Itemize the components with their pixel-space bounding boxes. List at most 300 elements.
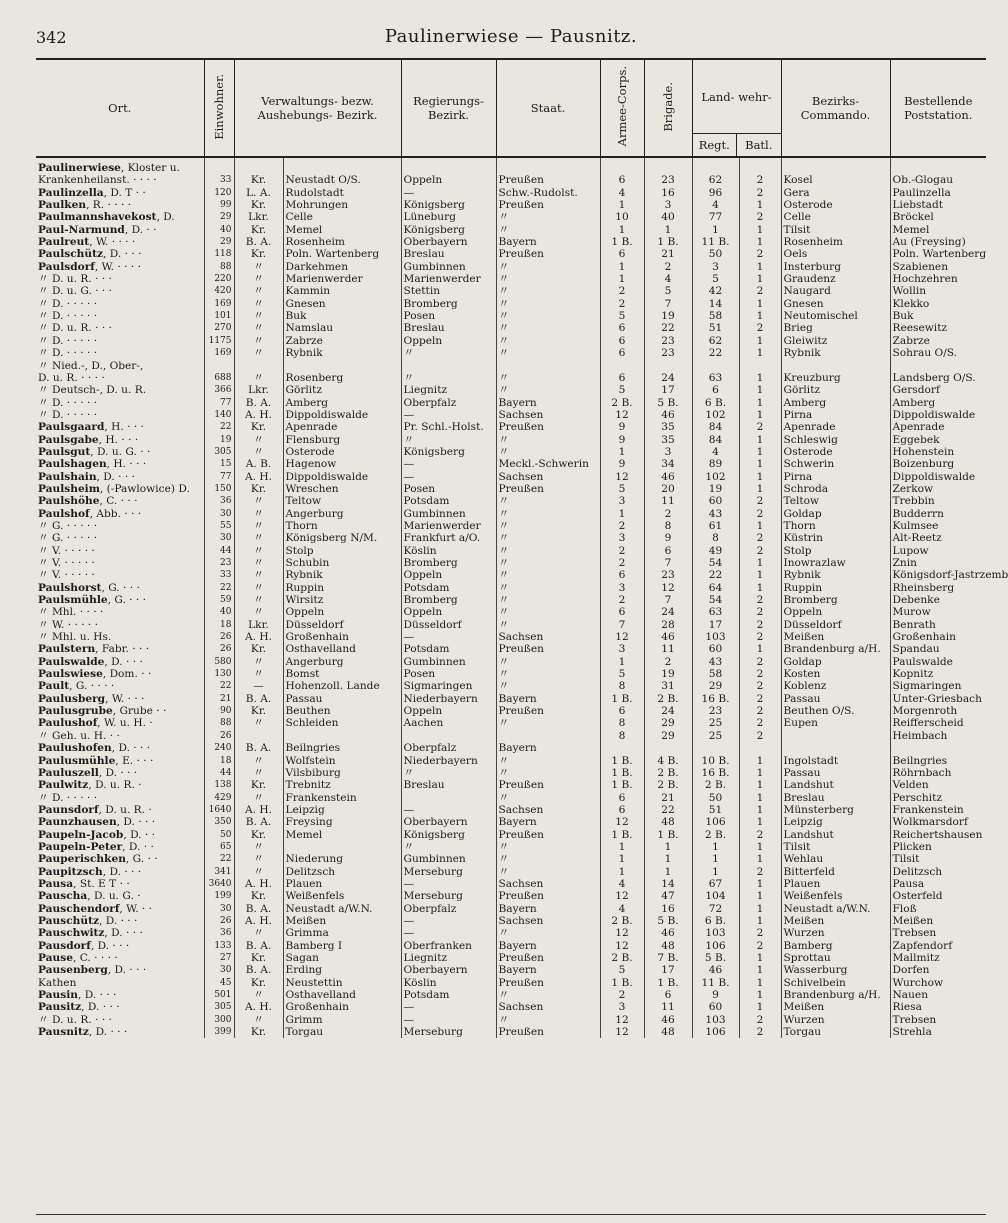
cell-ein: 501	[204, 989, 234, 1001]
place-suffix: 〃 Geh. u. H. · ·	[38, 729, 120, 742]
cell-regt	[692, 157, 739, 174]
table-row	[36, 569, 986, 581]
cell-ein: 77	[204, 397, 234, 409]
cell-brig: 9	[644, 532, 692, 544]
cell-reg: Niederbayern	[401, 755, 496, 767]
cell-verw-a: 〃	[234, 866, 283, 878]
cell-reg: Potsdam	[401, 643, 496, 655]
cell-staat: 〃	[496, 680, 600, 692]
cell-ort	[36, 693, 204, 705]
cell-ein: 29	[204, 211, 234, 223]
cell-regt: 60	[692, 1001, 739, 1013]
cell-ein: 30	[204, 964, 234, 976]
place-name: Pauluszell	[38, 766, 99, 779]
cell-batl: 1	[739, 816, 781, 828]
cell-ac: 10	[600, 211, 644, 223]
cell-ort	[36, 557, 204, 569]
place-suffix: , G. · · · ·	[69, 680, 115, 693]
cell-brig: 23	[644, 347, 692, 359]
cell-verw-a: Kr.	[234, 890, 283, 902]
cell-batl: 1	[739, 483, 781, 495]
cell-cmd: Weißenfels	[781, 890, 890, 902]
cell-ein: 77	[204, 471, 234, 483]
cell-brig: 1	[644, 841, 692, 853]
cell-reg: Köslin	[401, 977, 496, 989]
cell-brig: 46	[644, 631, 692, 643]
cell-ort	[36, 285, 204, 297]
table-row	[36, 717, 986, 729]
cell-brig: 24	[644, 372, 692, 384]
place-suffix: , G. · · ·	[107, 594, 147, 607]
cell-ort	[36, 779, 204, 791]
cell-brig	[644, 742, 692, 754]
cell-verw-b: Beuthen	[283, 705, 401, 717]
cell-batl: 2	[739, 594, 781, 606]
place-suffix: D. u. R. · · · ·	[38, 371, 105, 384]
cell-ein: 350	[204, 816, 234, 828]
cell-post: Sohrau O/S.	[890, 347, 986, 359]
table-row	[36, 545, 986, 557]
cell-batl: 1	[739, 520, 781, 532]
place-name: Paulinerwiese	[38, 162, 121, 174]
cell-ac: 1 B.	[600, 755, 644, 767]
cell-regt: 5	[692, 273, 739, 285]
cell-staat: Bayern	[496, 816, 600, 828]
cell-ort	[36, 853, 204, 865]
cell-reg: 〃	[401, 372, 496, 384]
cell-brig: 4	[644, 273, 692, 285]
cell-batl: 2	[739, 927, 781, 939]
cell-brig: 21	[644, 792, 692, 804]
place-suffix: , D. · ·	[123, 828, 156, 841]
cell-ein: 55	[204, 520, 234, 532]
table-row	[36, 310, 986, 322]
cell-ein: 3640	[204, 878, 234, 890]
place-suffix: 〃 D. u. R. · · ·	[38, 273, 112, 286]
cell-verw-a: B. A.	[234, 816, 283, 828]
cell-ac: 1 B.	[600, 767, 644, 779]
cell-post: Znin	[890, 557, 986, 569]
cell-verw-a: B. A.	[234, 693, 283, 705]
cell-ac: 12	[600, 409, 644, 421]
cell-post: Reesewitz	[890, 322, 986, 334]
cell-verw-b: Stolp	[283, 545, 401, 557]
cell-ort	[36, 668, 204, 680]
cell-staat: 〃	[496, 310, 600, 322]
cell-batl: 2	[739, 631, 781, 643]
cell-staat: 〃	[496, 606, 600, 618]
cell-ort	[36, 569, 204, 581]
cell-post	[890, 360, 986, 372]
cell-cmd: Stolp	[781, 545, 890, 557]
cell-brig: 16	[644, 903, 692, 915]
cell-verw-a	[234, 730, 283, 742]
cell-verw-b: Neustadt O/S.	[283, 174, 401, 186]
cell-brig	[644, 157, 692, 174]
cell-batl: 1	[739, 1001, 781, 1013]
cell-verw-b: Osthavelland	[283, 643, 401, 655]
cell-ac: 2	[600, 594, 644, 606]
cell-staat: 〃	[496, 520, 600, 532]
table-row	[36, 434, 986, 446]
cell-brig: 2	[644, 508, 692, 520]
table-row	[36, 397, 986, 409]
cell-ac: 4	[600, 187, 644, 199]
place-suffix: 〃 V. · · · · ·	[38, 569, 95, 582]
table-row	[36, 730, 986, 742]
cell-regt: 104	[692, 890, 739, 902]
cell-post: Murow	[890, 606, 986, 618]
cell-brig: 23	[644, 174, 692, 186]
cell-post	[890, 742, 986, 754]
cell-verw-b: Wreschen	[283, 483, 401, 495]
cell-ein: 138	[204, 779, 234, 791]
cell-batl: 1	[739, 236, 781, 248]
cell-cmd	[781, 730, 890, 742]
place-suffix: , D. · · ·	[116, 816, 156, 829]
cell-staat: 〃	[496, 619, 600, 631]
cell-cmd: Tilsit	[781, 224, 890, 236]
cell-cmd: Torgau	[781, 1026, 890, 1038]
cell-brig: 1 B.	[644, 236, 692, 248]
cell-ein: 18	[204, 619, 234, 631]
cell-reg: —	[401, 927, 496, 939]
cell-cmd: Neustadt a/W.N.	[781, 903, 890, 915]
cell-post: Landsberg O/S.	[890, 372, 986, 384]
cell-ac: 1	[600, 199, 644, 211]
cell-ac	[600, 157, 644, 174]
cell-batl: 2	[739, 545, 781, 557]
cell-ac: 5	[600, 310, 644, 322]
cell-post: Osterfeld	[890, 890, 986, 902]
cell-regt: 84	[692, 434, 739, 446]
place-suffix: , H. · · ·	[104, 421, 144, 434]
cell-verw-a: Kr.	[234, 829, 283, 841]
table-row	[36, 508, 986, 520]
cell-verw-b: Dippoldiswalde	[283, 409, 401, 421]
cell-ein: 169	[204, 347, 234, 359]
cell-batl: 1	[739, 261, 781, 273]
cell-regt: 16 B.	[692, 767, 739, 779]
cell-post: Buk	[890, 310, 986, 322]
cell-post: Alt-Reetz	[890, 532, 986, 544]
cell-ac: 2	[600, 557, 644, 569]
cell-batl: 1	[739, 952, 781, 964]
place-suffix: 〃 D. u. R. · · ·	[38, 322, 112, 335]
cell-verw-a: 〃	[234, 285, 283, 297]
place-suffix: 〃 D. u. G. · · ·	[38, 285, 113, 298]
cell-batl: 2	[739, 829, 781, 841]
place-name: Paulsgut	[38, 445, 91, 458]
header-brigade: Brigade.	[644, 59, 692, 157]
cell-verw-b: Vilsbiburg	[283, 767, 401, 779]
cell-brig: 23	[644, 335, 692, 347]
cell-ein: 23	[204, 557, 234, 569]
cell-verw-a: L. A.	[234, 187, 283, 199]
place-suffix: , D. · · ·	[103, 248, 142, 261]
place-name: Paulusgrube	[38, 705, 113, 718]
cell-batl: 1	[739, 582, 781, 594]
cell-cmd: Ruppin	[781, 582, 890, 594]
cell-cmd: Gleiwitz	[781, 335, 890, 347]
header-einwohner: Einwohner.	[204, 59, 234, 157]
place-suffix: , D. · · ·	[88, 1026, 128, 1039]
cell-reg: Potsdam	[401, 495, 496, 507]
cell-verw-a: 〃	[234, 594, 283, 606]
table-row	[36, 964, 986, 976]
cell-post	[890, 157, 986, 174]
cell-cmd: Graudenz	[781, 273, 890, 285]
cell-verw-a: B. A.	[234, 236, 283, 248]
table-row	[36, 829, 986, 841]
cell-batl: 1	[739, 557, 781, 569]
cell-brig: 31	[644, 680, 692, 692]
cell-ein: 26	[204, 643, 234, 655]
cell-batl: 2	[739, 866, 781, 878]
cell-verw-b: Torgau	[283, 1026, 401, 1038]
cell-verw-b: Mohrungen	[283, 199, 401, 211]
cell-ein: 21	[204, 693, 234, 705]
cell-verw-b: Leipzig	[283, 804, 401, 816]
cell-staat: Preußen	[496, 199, 600, 211]
table-row	[36, 841, 986, 853]
cell-ort	[36, 964, 204, 976]
cell-cmd: Inowrazlaw	[781, 557, 890, 569]
place-suffix: , (-Pawlowice) D.	[99, 482, 190, 495]
cell-brig: 47	[644, 890, 692, 902]
cell-ac: 2	[600, 520, 644, 532]
cell-ac: 3	[600, 643, 644, 655]
cell-ein: 169	[204, 298, 234, 310]
cell-verw-b: Bamberg I	[283, 940, 401, 952]
cell-verw-b: Ruppin	[283, 582, 401, 594]
cell-ac: 12	[600, 816, 644, 828]
cell-ort	[36, 187, 204, 199]
cell-batl: 1	[739, 643, 781, 655]
cell-brig: 2 B.	[644, 779, 692, 791]
place-suffix: 〃 W. · · · · ·	[38, 618, 99, 631]
cell-regt: 62	[692, 174, 739, 186]
cell-brig: 19	[644, 668, 692, 680]
cell-ort	[36, 446, 204, 458]
cell-reg: —	[401, 458, 496, 470]
cell-post: Sigmaringen	[890, 680, 986, 692]
cell-post: Debenke	[890, 594, 986, 606]
cell-ort	[36, 174, 204, 186]
cell-ort	[36, 495, 204, 507]
cell-brig: 14	[644, 878, 692, 890]
cell-cmd: Bitterfeld	[781, 866, 890, 878]
cell-reg: Merseburg	[401, 866, 496, 878]
cell-regt: 96	[692, 187, 739, 199]
table-row	[36, 224, 986, 236]
cell-ort	[36, 273, 204, 285]
cell-verw-a: Kr.	[234, 174, 283, 186]
cell-ac: 1 B.	[600, 693, 644, 705]
cell-ein: 133	[204, 940, 234, 952]
place-name: Paulreut	[38, 236, 90, 249]
cell-staat: 〃	[496, 569, 600, 581]
cell-verw-a: A. H.	[234, 409, 283, 421]
cell-verw-b: Hagenow	[283, 458, 401, 470]
cell-batl: 1	[739, 767, 781, 779]
cell-cmd: Sprottau	[781, 952, 890, 964]
cell-reg: —	[401, 409, 496, 421]
place-suffix: , G. · ·	[125, 853, 158, 866]
cell-staat: Preußen	[496, 643, 600, 655]
cell-staat: 〃	[496, 273, 600, 285]
cell-verw-b: Dippoldiswalde	[283, 471, 401, 483]
cell-reg: Oberbayern	[401, 964, 496, 976]
cell-brig: 22	[644, 322, 692, 334]
table-row	[36, 940, 986, 952]
cell-ein: 36	[204, 495, 234, 507]
cell-staat: Bayern	[496, 940, 600, 952]
cell-ein: 30	[204, 903, 234, 915]
cell-staat: Bayern	[496, 903, 600, 915]
cell-batl: 1	[739, 903, 781, 915]
cell-ac: 8	[600, 717, 644, 729]
cell-staat: 〃	[496, 347, 600, 359]
cell-post: Tilsit	[890, 853, 986, 865]
cell-ein: 99	[204, 199, 234, 211]
cell-verw-a: Lkr.	[234, 211, 283, 223]
header-verwaltung: Verwaltungs- bezw. Aushebungs- Bezirk.	[234, 59, 401, 157]
cell-post: Lupow	[890, 545, 986, 557]
cell-cmd: Insterburg	[781, 261, 890, 273]
place-name: Paulshain	[38, 470, 97, 483]
cell-ein	[204, 360, 234, 372]
cell-post: Au (Freysing)	[890, 236, 986, 248]
cell-ort	[36, 767, 204, 779]
place-suffix: 〃 Mhl. u. Hs.	[38, 631, 112, 644]
cell-batl: 2	[739, 668, 781, 680]
cell-ein: 44	[204, 545, 234, 557]
cell-ein: 18	[204, 755, 234, 767]
cell-regt: 42	[692, 285, 739, 297]
cell-ac: 1 B.	[600, 236, 644, 248]
table-row	[36, 853, 986, 865]
place-name: Paulusberg	[38, 692, 106, 705]
cell-cmd: Passau	[781, 693, 890, 705]
cell-brig: 46	[644, 471, 692, 483]
cell-reg: —	[401, 471, 496, 483]
table-row	[36, 360, 986, 372]
place-name: Paulushof	[38, 717, 98, 730]
cell-verw-a: —	[234, 680, 283, 692]
cell-reg: Lüneburg	[401, 211, 496, 223]
cell-ac: 5	[600, 964, 644, 976]
cell-verw-a: Kr.	[234, 421, 283, 433]
cell-regt: 62	[692, 335, 739, 347]
cell-verw-a: 〃	[234, 656, 283, 668]
table-row	[36, 742, 986, 754]
place-name: Paulstern	[38, 643, 96, 656]
cell-ort	[36, 841, 204, 853]
cell-brig: 22	[644, 804, 692, 816]
cell-reg: Bromberg	[401, 557, 496, 569]
table-row	[36, 927, 986, 939]
cell-post: Mallmitz	[890, 952, 986, 964]
cell-regt: 103	[692, 631, 739, 643]
cell-ac: 1	[600, 841, 644, 853]
cell-ein: 22	[204, 680, 234, 692]
cell-brig: 2	[644, 261, 692, 273]
cell-verw-b: Gnesen	[283, 298, 401, 310]
cell-reg	[401, 360, 496, 372]
cell-verw-a: Lkr.	[234, 619, 283, 631]
cell-brig: 48	[644, 940, 692, 952]
cell-ein: 270	[204, 322, 234, 334]
cell-regt: 29	[692, 680, 739, 692]
cell-ac: 6	[600, 705, 644, 717]
cell-verw-a: 〃	[234, 582, 283, 594]
table-row	[36, 248, 986, 260]
cell-regt	[692, 742, 739, 754]
cell-regt: 51	[692, 322, 739, 334]
cell-reg: —	[401, 1001, 496, 1013]
cell-staat: 〃	[496, 384, 600, 396]
cell-post: Nauen	[890, 989, 986, 1001]
cell-reg: Bromberg	[401, 594, 496, 606]
cell-staat: Bayern	[496, 397, 600, 409]
cell-cmd: Plauen	[781, 878, 890, 890]
cell-verw-a: A. H.	[234, 915, 283, 927]
cell-brig	[644, 360, 692, 372]
cell-brig: 1 B.	[644, 829, 692, 841]
cell-verw-b: Angerburg	[283, 656, 401, 668]
cell-reg	[401, 730, 496, 742]
cell-reg: 〃	[401, 347, 496, 359]
cell-verw-a: B. A.	[234, 397, 283, 409]
cell-ort	[36, 606, 204, 618]
place-suffix: , W. · ·	[119, 902, 153, 915]
place-name: Pausdorf	[38, 939, 91, 952]
cell-post: Szabienen	[890, 261, 986, 273]
cell-ein: 15	[204, 458, 234, 470]
cell-ein: 65	[204, 841, 234, 853]
table-row	[36, 298, 986, 310]
cell-batl: 1	[739, 458, 781, 470]
cell-regt: 84	[692, 421, 739, 433]
cell-batl: 2	[739, 606, 781, 618]
cell-brig: 5	[644, 285, 692, 297]
cell-ein: 220	[204, 273, 234, 285]
cell-verw-b: Freysing	[283, 816, 401, 828]
cell-verw-a	[234, 157, 283, 174]
cell-ort	[36, 903, 204, 915]
cell-batl: 2	[739, 322, 781, 334]
cell-verw-a: Kr.	[234, 224, 283, 236]
cell-ac: 6	[600, 174, 644, 186]
cell-verw-a: 〃	[234, 717, 283, 729]
cell-verw-b: Celle	[283, 211, 401, 223]
cell-verw-a: 〃	[234, 545, 283, 557]
cell-post: Zapfendorf	[890, 940, 986, 952]
cell-ort	[36, 434, 204, 446]
cell-staat: Bayern	[496, 236, 600, 248]
cell-ort	[36, 582, 204, 594]
cell-verw-b: Meißen	[283, 915, 401, 927]
cell-batl: 2	[739, 248, 781, 260]
cell-verw-a	[234, 360, 283, 372]
cell-batl: 2	[739, 680, 781, 692]
cell-ein: 44	[204, 767, 234, 779]
cell-cmd: Amberg	[781, 397, 890, 409]
cell-ein: 30	[204, 532, 234, 544]
cell-batl: 2	[739, 1014, 781, 1026]
table-row	[36, 693, 986, 705]
